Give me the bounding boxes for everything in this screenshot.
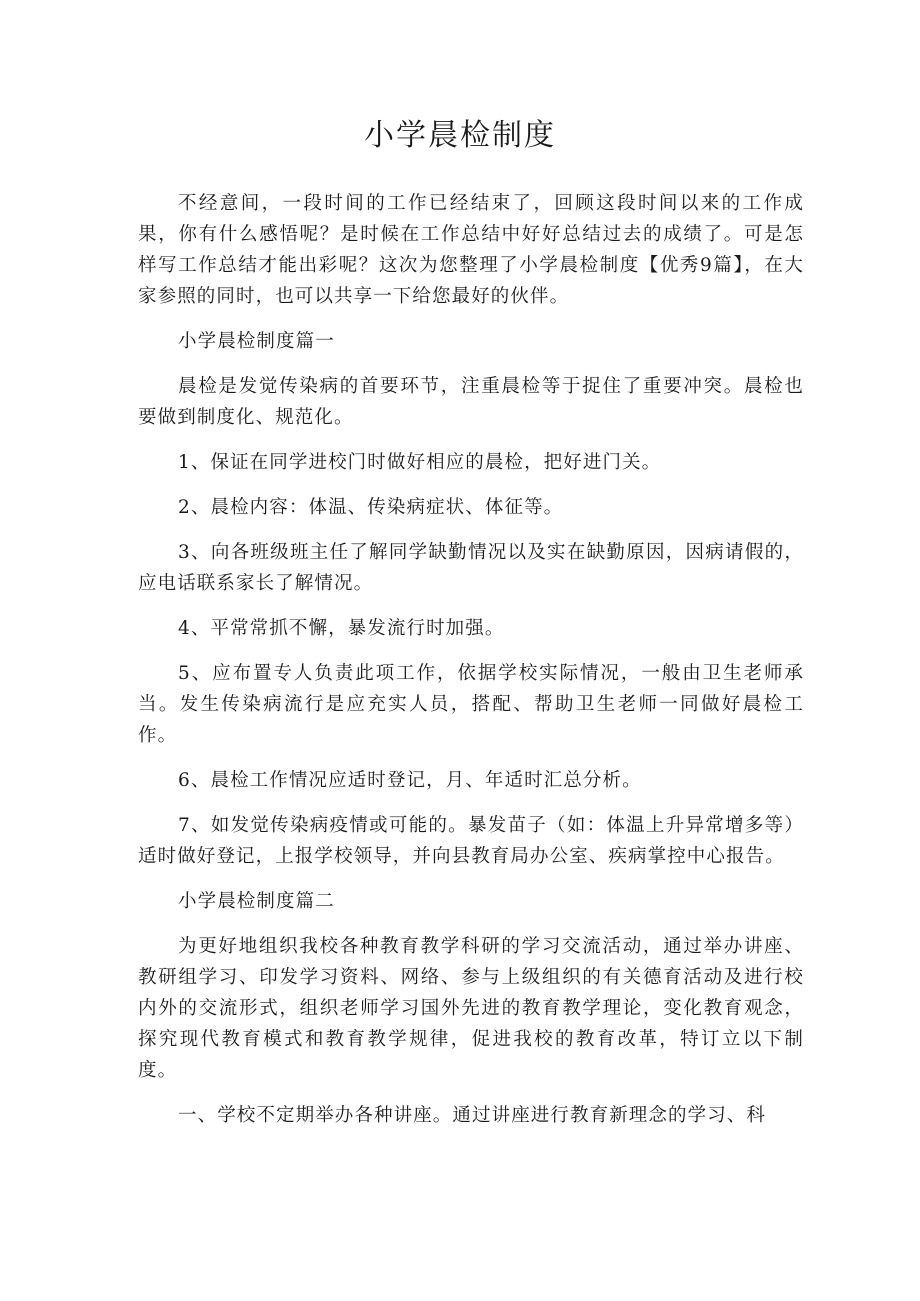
list-item-3: 3、向各班级班主任了解同学缺勤情况以及实在缺勤原因，因病请假的，应电话联系家长了解情况。 [138,542,804,594]
list-item-4: 4、平常常抓不懈，暴发流行时加强。 [178,618,505,639]
list-item-1: 1、保证在同学进校门时做好相应的晨检，把好进门关。 [178,452,662,473]
list-item-2: 2、晨检内容：体温、传染病症状、体征等。 [178,497,564,518]
list-item-6: 6、晨检工作情况应适时登记，月、年适时汇总分析。 [178,770,642,791]
section-heading-2: 小学晨检制度篇二 [178,891,335,912]
document-title: 小学晨检制度 [364,118,556,153]
section-heading-1: 小学晨检制度篇一 [178,331,335,352]
paragraph: 为更好地组织我校各种教育教学科研的学习交流活动，通过举办讲座、教研组学习、印发学习资料、网络、参与上级组织的有关德育活动及进行校内外的交流形式，组织老师学习国外先进的教育教学理论，变化教育观念，探究现代教育模式和教育教学规律，促进我校的教育改革，特订立以下制度。 [138,936,804,1081]
list-item-5: 5、应布置专人负责此项工作，依据学校实际情况，一般由卫生老师承当。发生传染病流行是应充实人员，搭配、帮助卫生老师一同做好晨检工作。 [138,663,804,746]
list-item-7: 7、如发觉传染病疫情或可能的。暴发苗子（如：体温上升异常增多等）适时做好登记，上报学校领导，并向县教育局办公室、疾病掌控中心报告。 [138,815,804,867]
paragraph: 一、学校不定期举办各种讲座。通过讲座进行教育新理念的学习、科 [178,1105,767,1126]
intro-paragraph: 不经意间，一段时间的工作已经结束了，回顾这段时间以来的工作成果，你有什么感悟呢？是时候在工作总结中好好总结过去的成绩了。可是怎样写工作总结才能出彩呢？这次为您整理了小学晨检制度【优秀9篇】，在大家参照的同时，也可以共享一下给您最好的伙伴。 [138,193,804,307]
document-body [138,188,804,1145]
paragraph: 晨检是发觉传染病的首要环节，注重晨检等于捉住了重要冲突。晨检也要做到制度化、规范化。 [138,376,804,428]
